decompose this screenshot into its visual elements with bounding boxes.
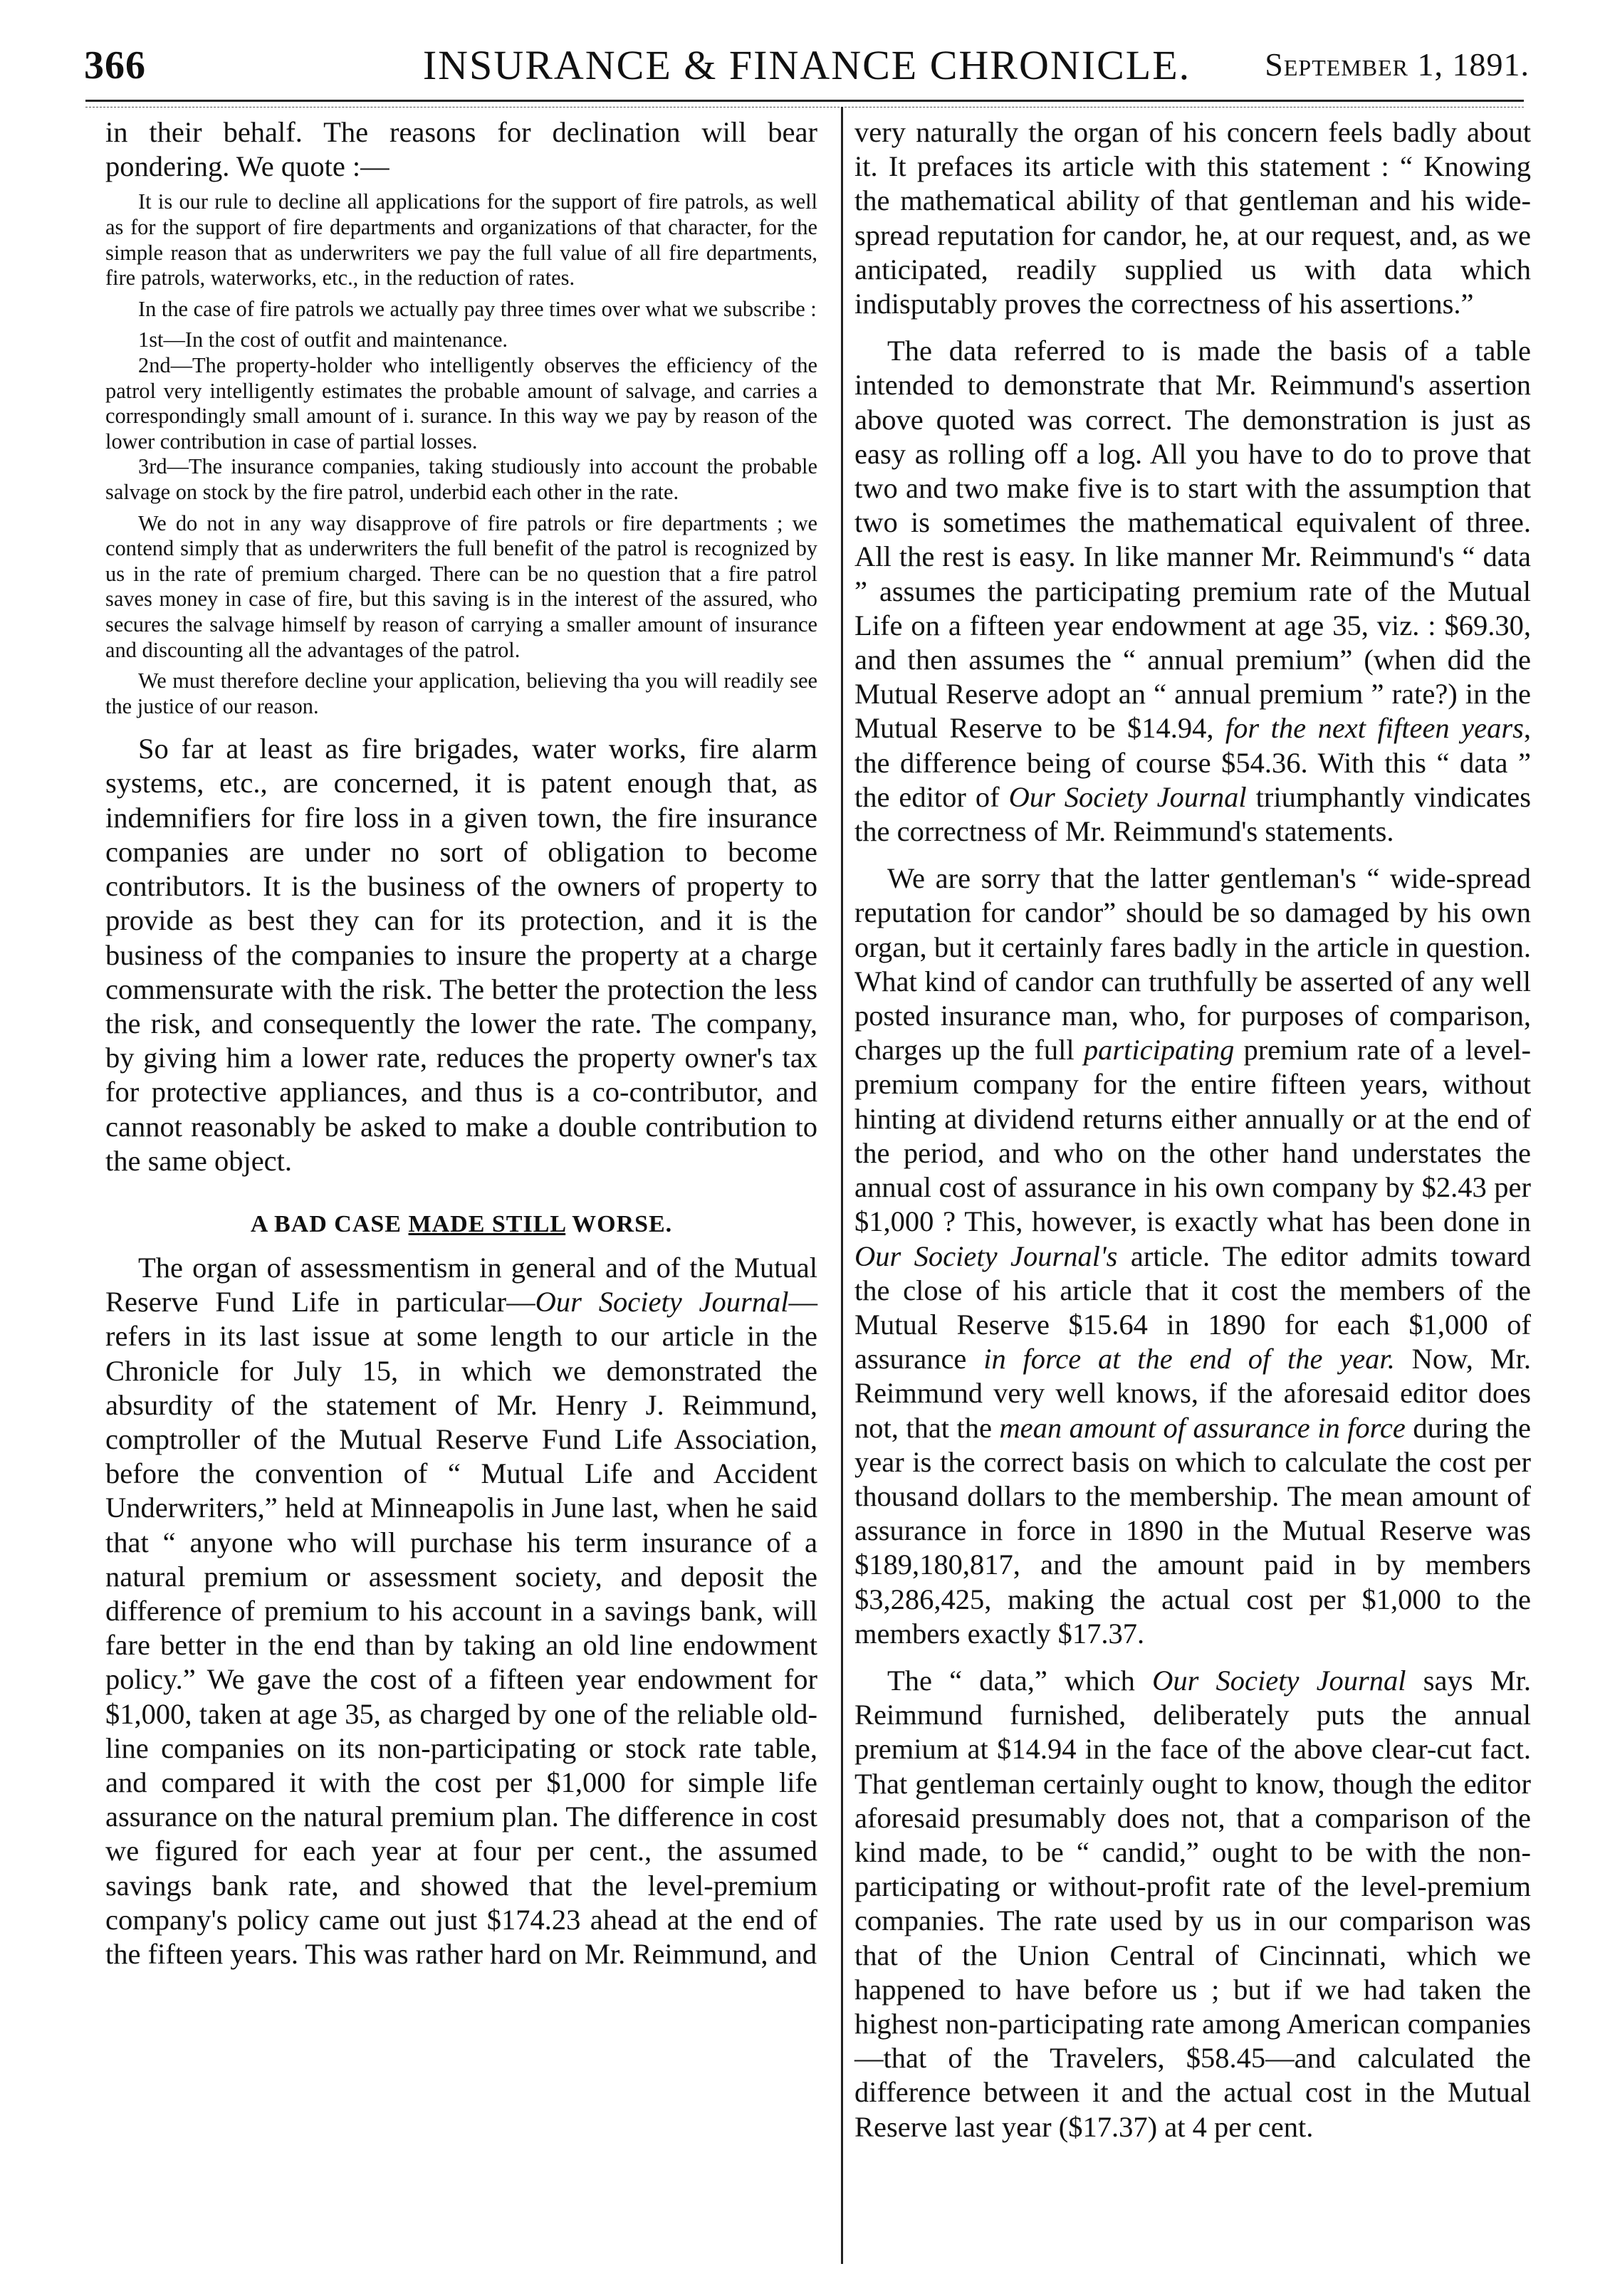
text-run: , the difference being of course $54.36. With this “ data ” the editor of xyxy=(854,712,1531,813)
right-column xyxy=(854,115,1531,2144)
italic-run: in force at the end of the year. xyxy=(983,1343,1395,1375)
paragraph: very naturally the organ of his concern feels badly about it. It prefaces its article with this statement : “ Knowing the mathematical ability of that gentleman and his wide-spread reputation for candor, he, at our request, and, as we anticipated, readily supplied us with data which indisputably proves the correctness of his assertions.” xyxy=(854,116,1531,320)
journal-title: INSURANCE & FINANCE CHRONICLE. xyxy=(422,42,1191,88)
page-number: 366 xyxy=(84,43,146,88)
column-divider xyxy=(841,107,843,2264)
paragraph xyxy=(854,1664,1531,2144)
text-run: during the year is the correct basis on which to calculate the cost per thousand dollars to the membership. The mean amount of assurance in force in 1890 in the Mutual Reserve was $189,180,817, and the amount paid in by members $3,286,425, making the actual cost per $1,000 to the members exactly $17.37. xyxy=(854,1411,1531,1650)
italic-run: for the next fifteen years xyxy=(1225,712,1524,745)
heading-part-underlined: MADE STILL xyxy=(408,1210,566,1237)
text-run: article. The editor admits toward the close of his article that it cost the members of the Mutual Reserve $15.64 in 1890 for each $1,000 of assurance xyxy=(854,1239,1532,1375)
italic-run: Our Society Journal's xyxy=(854,1239,1118,1272)
paragraph: So far at least as fire brigades, water works, fire alarm systems, etc., are concerned, it is patent enough that, as indemnifiers for fire loss in a given town, the fire insurance companies are under no sort of obligation to become contributors. It is the business of the owners of property to provide as best they can for its protection, and it is the business of the companies to insure the property at a charge commensurate with the risk. The better the protection the less the risk, and consequently the lower the rate. The company, by giving him a lower rate, reduces the property owner's tax for protective appliances, and thus is a co-contributor, and cannot reasonably be asked to make a double contribution to the same object. xyxy=(105,733,817,1177)
italic-run: Our Society Journal xyxy=(535,1286,789,1319)
quoted-paragraph: It is our rule to decline all applications for the support of fire patrols, as well as for the support of fire departments and organizations of that character, for the simple reason that as underwriters we pay the full value of all fire departments, fire patrols, waterworks, etc., in the reduction of rates. xyxy=(105,189,817,290)
paragraph xyxy=(105,1251,817,1971)
header-rule xyxy=(85,100,1524,102)
quoted-paragraph: We must therefore decline your application, believing tha you will readily see the justice of our reason. xyxy=(105,669,817,718)
issue-date: September 1, 1891. xyxy=(1265,46,1530,83)
text-run: triumphantly vindicates the correctness of Mr. Reimmund's statements. xyxy=(854,780,1532,848)
section-heading xyxy=(105,1211,817,1238)
italic-run: Our Society Journal xyxy=(1008,780,1247,813)
paragraph xyxy=(854,861,1531,1651)
list-item: 2nd—The property-holder who intelligently observes the efficiency of the patrol very intelligently estimates the probable amount of salvage, and carries a correspondingly small amount of i. surance. In this way we pay by reason of the lower contribution in case of partial losses. xyxy=(105,352,817,454)
paragraph xyxy=(854,334,1531,849)
text-run: Now, Mr. Reimmund very well knows, if the aforesaid editor does not, that the xyxy=(854,1343,1531,1444)
text-run: says Mr. Reimmund furnished, deliberately puts the annual premium at $14.94 in the face of the above clear-cut fact. That gentleman certainly ought to know, though the editor aforesaid presumably does not, that a comparison of the kind made, to be “ candid,” ought to be with the non-participating or without-profit rate of the level-premium companies. The rate used by us in our comparison was that of the Union Central of Cincinnati, which we happened to have before us ; but if we had taken the highest non-participating rate among American companies—that of the Travelers, $58.45—and calculated the difference between it and the actual cost in the Mutual Reserve last year ($17.37) at 4 per cent. xyxy=(854,1664,1531,2143)
page-header xyxy=(84,40,1530,100)
text-run: The “ data,” which xyxy=(887,1664,1153,1697)
quoted-paragraph: In the case of fire patrols we actually pay three times over what we subscribe : xyxy=(138,296,817,321)
italic-run: Our Society Journal xyxy=(1152,1664,1406,1697)
text-run: The data referred to is made the basis of a table intended to demonstrate that Mr. Reimmund's assertion above quoted was correct. The demonstration is just as easy as rolling off a log. All you have to do to prove that two and two make five is to start with the assumption that two is sometimes the mathematical equivalent of three. All the rest is easy. In like manner Mr. Reimmund's “ data ” assumes the participating premium rate of the Mutual Life on a fifteen year endowment at age 35, viz. : $69.30, and then assumes the “ annual premium” (when did the Mutual Reserve adopt an “ annual premium ” rate?) in the Mutual Reserve to be $14.94, xyxy=(854,335,1531,745)
header-rule-dashed xyxy=(85,107,1524,108)
heading-part: A BAD CASE xyxy=(250,1210,409,1237)
text-run: —refers in its last issue at some length to our article in the Chronicle for July 15, in which we demonstrated the absurdity of the statement of Mr. Henry J. Reimmund, comptroller of the Mutual Reserve Fund Life Association, before the convention of “ Mutual Life and Accident Underwriters,” held at Minneapolis in June last, when he said that “ anyone who will purchase his term insurance of a natural premium or assessment society, and deposit the difference of premium to his account in a savings bank, will fare better in the end than by taking an old line endowment policy.” We gave the cost of a fifteen year endowment for $1,000, taken at age 35, as charged by one of the reliable old-line companies on its non-participating or stock rate table, and compared it with the cost per $1,000 for simple life assurance on the natural premium plan. The difference in cost we figured for each year at four per cent., the assumed savings bank rate, and showed that the level-premium company's policy came out just $174.23 ahead at the end of the fifteen years. This was rather hard on Mr. Reimmund, and xyxy=(105,1286,817,1970)
italic-run: mean amount of assurance in force xyxy=(999,1411,1406,1444)
paragraph: in their behalf. The reasons for declination will bear pondering. We quote :— xyxy=(105,116,817,183)
quoted-paragraph: We do not in any way disapprove of fire patrols or fire departments ; we contend simply that as underwriters the full benefit of the patrol is recognized by us in the rate of premium charged. There can be no question that a fire patrol saves money in case of fire, but this saving is in the interest of the assured, who secures the salvage himself by reason of carrying a smaller amount of insurance and discounting all the advantages of the patrol. xyxy=(105,510,817,662)
text-run: The organ of assessmentism in general and of the Mutual Reserve Fund Life in particular— xyxy=(105,1251,817,1319)
left-column xyxy=(105,115,817,1971)
list-item: 1st—In the cost of outfit and maintenance. xyxy=(138,327,508,352)
text-run: premium rate of a level-premium company for the entire fifteen years, without hinting at dividend returns either annually or at the end of the period, and who on the other hand understates the annual cost of assurance in his own company by $2.43 per $1,000 ? This, however, is exactly what has been done in xyxy=(854,1034,1531,1238)
text-run: We are sorry that the latter gentleman's “ wide-spread reputation for candor” should be so damaged by his own organ, but it certainly fares badly in the article in question. What kind of candor can truthfully be asserted of any well posted insurance man, who, for purposes of comparison, charges up the full xyxy=(854,862,1531,1066)
list-item: 3rd—The insurance companies, taking studiously into account the probable salvage on stock by the fire patrol, underbid each other in the rate. xyxy=(105,454,817,504)
heading-part: WORSE. xyxy=(565,1210,673,1237)
italic-run: participating xyxy=(1083,1034,1235,1066)
